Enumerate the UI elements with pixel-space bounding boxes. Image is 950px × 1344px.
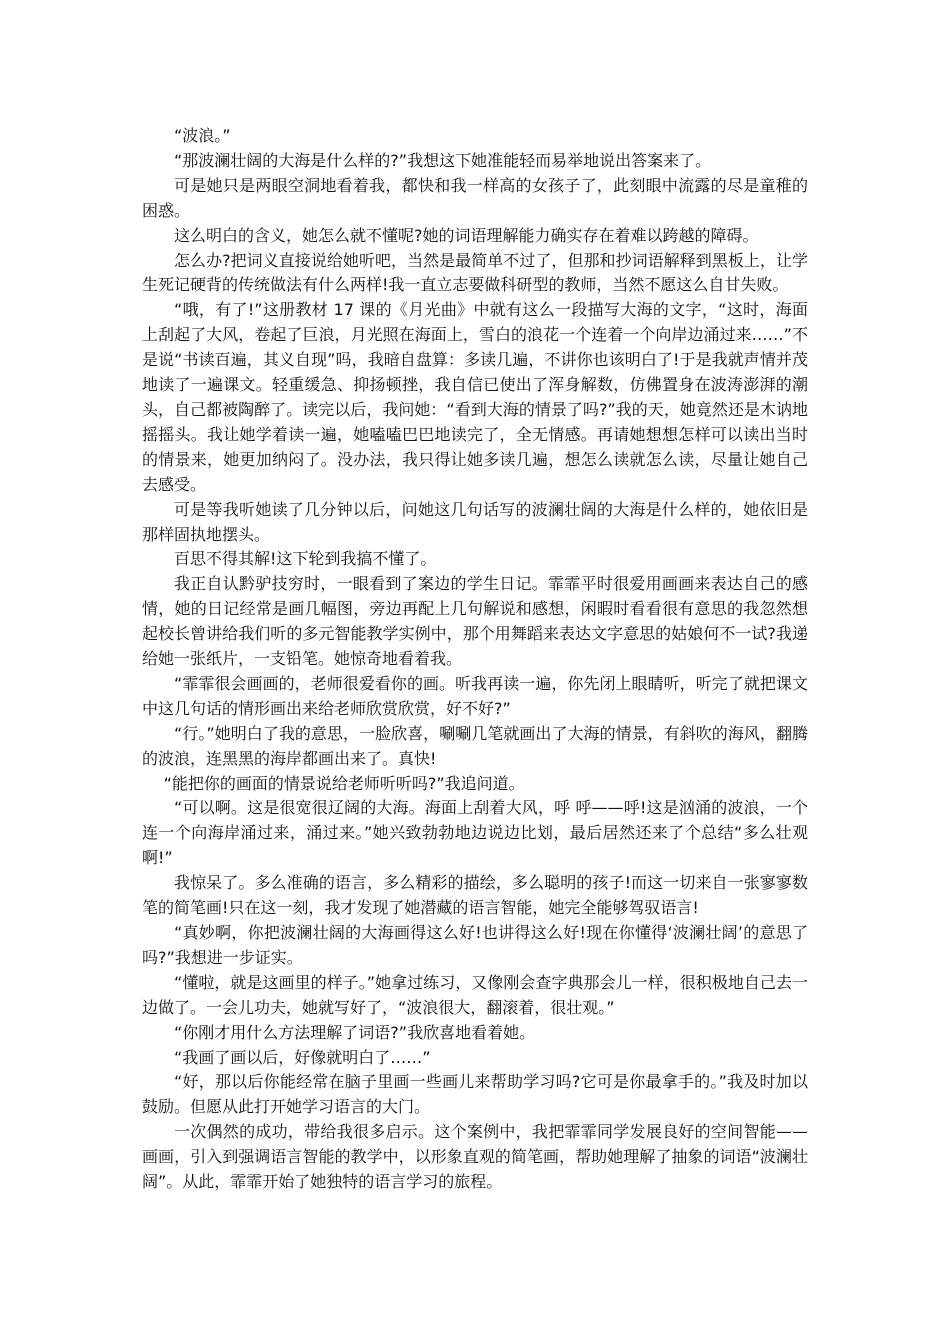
paragraph: “行。”她明白了我的意思，一脸欣喜，唰唰几笔就画出了大海的情景，有斜吹的海风，翻腾的波浪，连黑黑的海岸都画出来了。真快!	[142, 723, 808, 768]
paragraph: 可是等我听她读了几分钟以后，问她这几句话写的波澜壮阔的大海是什么样的，她依旧是那样固执地摆头。	[142, 499, 808, 544]
paragraph: “好，那以后你能经常在脑子里画一些画儿来帮助学习吗?它可是你最拿手的。”我及时加以鼓励。但愿从此打开她学习语言的大门。	[142, 1072, 808, 1117]
paragraph: “真妙啊，你把波澜壮阔的大海画得这么好!也讲得这么好!现在你懂得‘波澜壮阔’的意思了吗?”我想进一步证实。	[142, 923, 808, 967]
paragraph: “懂啦，就是这画里的样子。”她拿过练习，又像刚会查字典那会儿一样，很积极地自己去一边做了。一会儿功夫，她就写好了，“波浪很大，翻滚着，很壮观。”	[142, 972, 808, 1017]
paragraph: “那波澜壮阔的大海是什么样的?”我想这下她准能轻而易举地说出答案来了。	[174, 150, 712, 170]
paragraph: “能把你的画面的情景说给老师听听吗?”我追问道。	[163, 773, 525, 793]
paragraph: “我画了画以后，好像就明白了……”	[174, 1047, 431, 1067]
paragraph: “波浪。”	[174, 126, 231, 145]
paragraph: 可是她只是两眼空洞地看着我，都快和我一样高的女孩子了，此刻眼中流露的尽是童稚的困惑。	[142, 175, 808, 220]
paragraph: 一次偶然的成功，带给我很多启示。这个案例中，我把霏霏同学发展良好的空间智能——画画，引入到强调语言智能的教学中，以形象直观的简笔画，帮助她理解了抽象的词语“波澜壮阔”。从此，霏霏开始了她独特的语言学习的旅程。	[142, 1122, 808, 1192]
paragraph: “可以啊。这是很宽很辽阔的大海。海面上刮着大风，呼 呼——呼!这是汹涌的波浪，一个连一个向海岸涌过来，涌过来。”她兴致勃勃地边说边比划，最后居然还来了个总结“多么壮观啊!”	[142, 798, 808, 868]
document-body	[142, 124, 808, 1195]
paragraph: 怎么办?把词义直接说给她听吧，当然是最简单不过了，但那和抄词语解释到黑板上，让学生死记硬背的传统做法有什么两样!我一直立志要做科研型的教师，当然不愿这么自甘失败。	[142, 250, 808, 295]
paragraph: “你刚才用什么方法理解了词语?”我欣喜地看着她。	[174, 1022, 536, 1042]
paragraph: 我正自认黔驴技穷时，一眼看到了案边的学生日记。霏霏平时很爱用画画来表达自己的感情，她的日记经常是画几幅图，旁边再配上几句解说和感想，闲暇时看看很有意思的我忽然想起校长曾讲给我们听的多元智能教学实例中，那个用舞蹈来表达文字意思的姑娘何不一试?我递给她一张纸片，一支铅笔。她惊奇地看着我。	[142, 574, 808, 669]
paragraph: 百思不得其解!这下轮到我搞不懂了。	[174, 549, 437, 569]
paragraph: “哦，有了!”这册教材 17 课的《月光曲》中就有这么一段描写大海的文字，“这时，海面上刮起了大风，卷起了巨浪，月光照在海面上，雪白的浪花一个连着一个向岸边涌过来……”不是说“书读百遍，其义自现”吗，我暗自盘算：多读几遍，不讲你也该明白了!于是我就声情并茂地读了一遍课文。轻重缓急、抑扬顿挫，我自信已使出了浑身解数，仿佛置身在波涛澎湃的潮头，自己都被陶醉了。读完以后，我问她：“看到大海的情景了吗?”我的天，她竟然还是木讷地摇摇头。我让她学着读一遍，她嗑嗑巴巴地读完了，全无情感。再请她想想怎样可以读出当时的情景来，她更加纳闷了。没办法，我只得让她多读几遍，想怎么读就怎么读，尽量让她自己去感受。	[142, 300, 808, 494]
paragraph: 我惊呆了。多么准确的语言，多么精彩的描绘，多么聪明的孩子!而这一切来自一张寥寥数笔的简笔画!只在这一刻，我才发现了她潜藏的语言智能，她完全能够驾驭语言!	[142, 873, 808, 918]
paragraph: “霏霏很会画画的，老师很爱看你的画。听我再读一遍，你先闭上眼睛听，听完了就把课文中这几句话的情形画出来给老师欣赏欣赏，好不好?”	[142, 673, 808, 718]
paragraph: 这么明白的含义，她怎么就不懂呢?她的词语理解能力确实存在着难以跨越的障碍。	[174, 225, 759, 245]
